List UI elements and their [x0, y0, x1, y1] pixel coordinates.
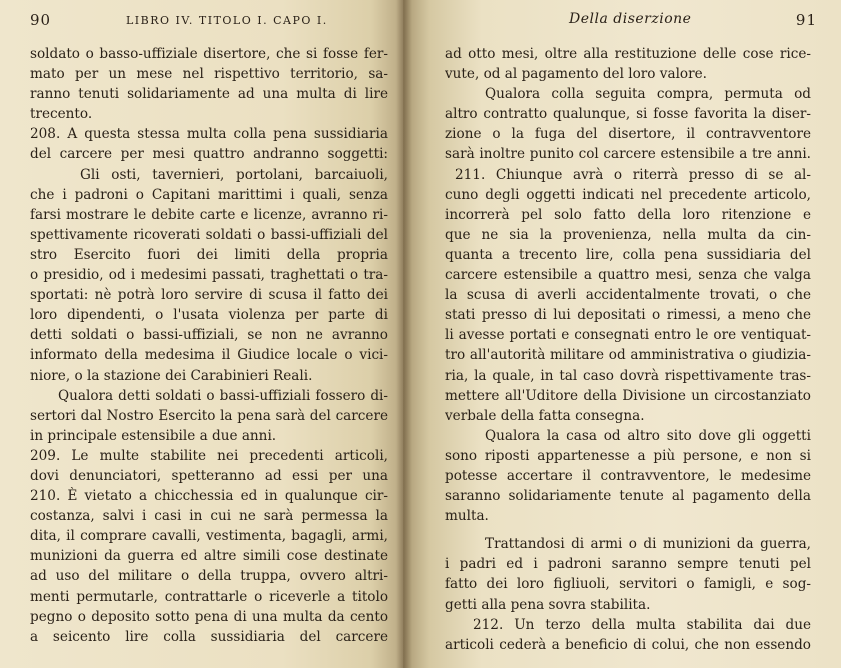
- text-line: ad uso del militare o della truppa, ovvero altri-: [30, 568, 388, 585]
- text-line: menti permutarle, contrattarle o riceverle a titolo: [30, 588, 388, 605]
- text-line: stati presso di lui depositati o rimessi, a meno che: [445, 307, 811, 324]
- left-page-number: 90: [30, 11, 52, 29]
- text-line: stro Esercito fuori dei limiti della propria: [30, 246, 388, 263]
- text-line: tro all'autorità militare od amministrativa o giudizia-: [445, 347, 811, 364]
- text-line: dita, il comprare cavalli, vestimenta, bagagli, armi,: [30, 528, 388, 545]
- text-line: sarà inoltre punito col carcere estensibile a tre anni.: [445, 146, 811, 163]
- left-page-text: [30, 44, 388, 647]
- text-line: sono riposti appartenesse a più persone, e non si: [445, 447, 811, 464]
- text-line: mato per un mese nel rispettivo territorio, sa-: [30, 66, 388, 83]
- article-212-line: 212. Un terzo della multa stabilita dai due: [473, 616, 811, 633]
- text-line: articoli cederà a beneficio di colui, che non essendo: [445, 636, 811, 653]
- text-line: dovi denunciatori, spetteranno ad essi per una: [30, 467, 388, 484]
- text-line: getti alla pena sovra stabilita.: [445, 596, 651, 613]
- text-line: que ne sia la provenienza, nella multa da cin-: [445, 226, 811, 243]
- right-running-head: Della diserzione: [569, 11, 692, 27]
- left-page-header: [30, 11, 383, 34]
- text-line: vute, od al pagamento del loro valore.: [445, 66, 707, 83]
- text-line: la scusa di averli accidentalmente trovati, o che: [445, 287, 811, 304]
- text-line: mettere all'Uditore della Divisione un circostanziato: [445, 387, 811, 404]
- text-line: loro dipendenti, o l'usata violenza per parte di: [30, 307, 388, 324]
- text-line: sportati: nè potrà loro servire di scusa il fatto dei: [30, 287, 388, 304]
- article-210-line: 210. È vietato a chicchessia ed in qualunque cir-: [30, 488, 388, 505]
- text-line: ad otto mesi, oltre alla restituzione delle cose rice-: [445, 46, 811, 62]
- text-line: spettivamente ricoverati soldati o bassi-uffiziali del: [30, 226, 388, 243]
- paragraph-gap: [445, 526, 811, 534]
- text-line: zione o la fuga del disertore, il contravventore: [445, 126, 811, 143]
- text-line: a seicento lire colla sussidiaria del carcere: [30, 628, 388, 645]
- text-line: Trattandosi di armi o di munizioni da guerra,: [485, 536, 811, 553]
- right-page-text: [445, 44, 811, 655]
- text-line: verbale della fatta consegna.: [445, 407, 645, 424]
- text-line: niore, o la stazione dei Carabinieri Reali.: [30, 367, 313, 384]
- text-line: sertori dal Nostro Esercito la pena sarà del carcere: [30, 407, 388, 424]
- text-line: multa.: [445, 508, 489, 525]
- left-running-head: LIBRO IV. TITOLO I. CAPO I.: [126, 14, 328, 27]
- text-line: farsi mostrare le debite carte e licenze, avranno ri-: [30, 206, 388, 223]
- text-line: ria, la quale, in tal caso dovrà rispettivamente tras-: [445, 367, 811, 384]
- text-line: fatto dei loro figliuoli, servitori o famigli, e sog-: [445, 576, 811, 593]
- text-line: informato della medesima il Giudice locale o vici-: [30, 347, 388, 364]
- text-line: del carcere per mesi quattro andranno soggetti:: [30, 146, 388, 163]
- article-208-line: 208. A questa stessa multa colla pena sussidiaria: [30, 126, 388, 143]
- text-line: altro contratto qualunque, si fosse favorita la diser-: [445, 106, 811, 123]
- right-page-header: [443, 11, 817, 34]
- text-line: quanta a trecento lire, colla pena sussidiaria del: [445, 246, 811, 263]
- text-line: Qualora la casa od altro sito dove gli oggetti: [485, 427, 811, 444]
- text-line: saranno solidariamente tenute al pagamento della: [445, 488, 811, 505]
- text-line: Qualora detti soldati o bassi-uffiziali fossero di-: [58, 387, 388, 404]
- text-line: pegno o deposito sotto pena di una multa da cento: [30, 608, 388, 625]
- text-line: potesse accertare il contravventore, le medesime: [445, 467, 811, 484]
- text-line: soldato o basso-uffiziale disertore, che si fosse fer-: [30, 46, 388, 62]
- text-line: che i padroni o Capitani marittimi i quali, senza: [30, 186, 388, 203]
- text-line: detti soldati o bassi-uffiziali, se non ne avranno: [30, 327, 388, 344]
- text-line: cuno degli oggetti indicati nel precedente articolo,: [445, 186, 811, 203]
- text-line: trecento.: [30, 106, 93, 123]
- article-209-line: 209. Le multe stabilite nei precedenti articoli,: [30, 447, 388, 464]
- text-line: Qualora colla seguita compra, permuta od: [485, 86, 811, 103]
- text-line: munizioni da guerra ed altre simili cose destinate: [30, 548, 388, 565]
- right-page: [403, 0, 841, 668]
- text-line: ranno tenuti solidariamente ad una multa di lire: [30, 86, 388, 103]
- article-211-line: 211. Chiunque avrà o riterrà presso di se al-: [455, 166, 811, 183]
- text-line: Gli osti, tavernieri, portolani, barcaiuoli,: [80, 166, 388, 183]
- book-gutter: [396, 0, 412, 668]
- text-line: li avesse portati e consegnati entro le ore ventiquat-: [445, 327, 811, 344]
- left-page: [0, 0, 403, 668]
- text-line: carcere estensibile a quattro mesi, senza che valga: [445, 267, 811, 284]
- text-line: costanza, salvi i casi in cui ne sarà permessa la: [30, 508, 388, 525]
- text-line: incorrerà pel solo fatto della loro ritenzione e: [445, 206, 811, 223]
- right-page-number: 91: [795, 11, 817, 29]
- text-line: i padri ed i padroni saranno sempre tenuti pel: [445, 556, 811, 573]
- text-line: o presidio, od i medesimi passati, traghettati o tra-: [30, 267, 388, 284]
- text-line: in principale estensibile a due anni.: [30, 427, 277, 444]
